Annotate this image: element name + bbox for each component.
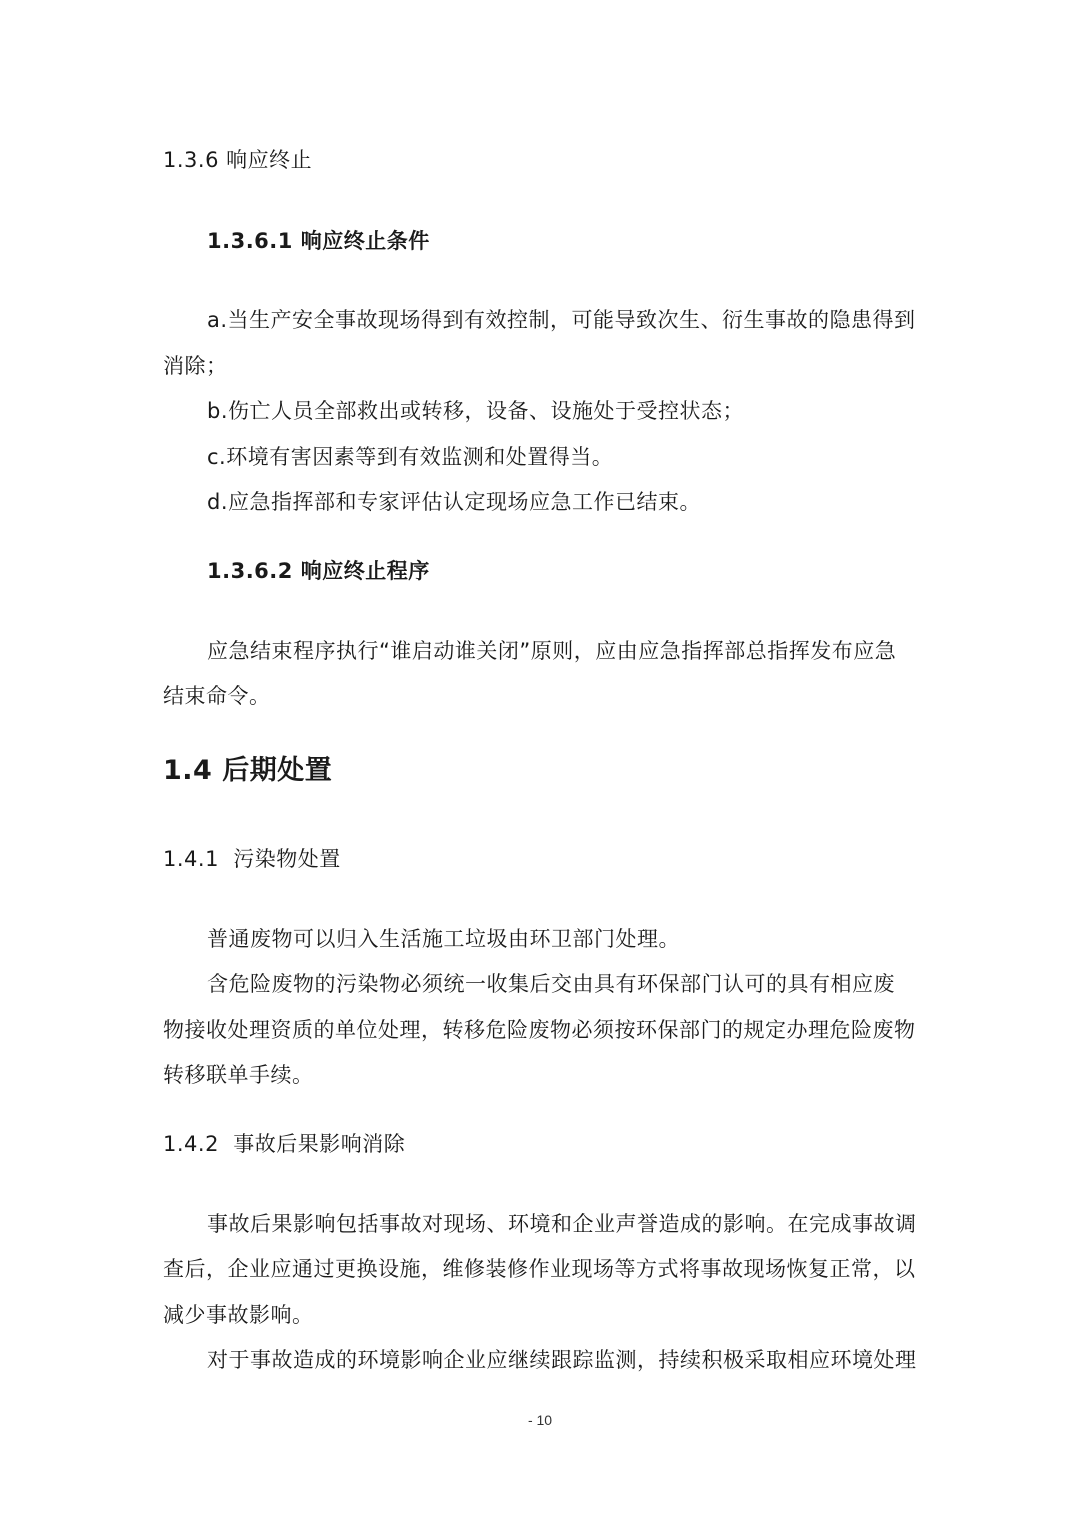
- condition-a-line-2: 消除；: [163, 354, 228, 378]
- condition-b: b.伤亡人员全部救出或转移，设备、设施处于受控状态；: [207, 399, 745, 423]
- section-heading-1-4-2: 1.4.2 事故后果影响消除: [163, 1132, 406, 1156]
- waste-para-2-line-2: 物接收处理资质的单位处理，转移危险废物必须按环保部门的规定办理危险废物: [163, 1018, 916, 1042]
- waste-para-1: 普通废物可以归入生活施工垃圾由环卫部门处理。: [207, 927, 680, 951]
- page-number: - 10: [527, 1412, 553, 1428]
- subsection-heading-1-3-6-1: 1.3.6.1 响应终止条件: [207, 229, 430, 253]
- waste-para-2-line-3: 转移联单手续。: [163, 1063, 314, 1087]
- subsection-heading-1-3-6-2: 1.3.6.2 响应终止程序: [207, 559, 430, 583]
- condition-c: c.环境有害因素等到有效监测和处置得当。: [207, 445, 614, 469]
- impact-para-1-line-1: 事故后果影响包括事故对现场、环境和企业声誉造成的影响。在完成事故调: [207, 1212, 917, 1236]
- termination-procedure-line-2: 结束命令。: [163, 684, 271, 708]
- condition-d: d.应急指挥部和专家评估认定现场应急工作已结束。: [207, 490, 702, 514]
- section-heading-1-4-1: 1.4.1 污染物处置: [163, 847, 341, 871]
- section-heading-1-4: 1.4 后期处置: [163, 755, 333, 786]
- impact-para-2-line-1: 对于事故造成的环境影响企业应继续跟踪监测，持续积极采取相应环境处理: [207, 1348, 917, 1372]
- condition-a-line-1: a.当生产安全事故现场得到有效控制，可能导致次生、衍生事故的隐患得到: [207, 308, 916, 332]
- section-heading-1-3-6: 1.3.6 响应终止: [163, 148, 313, 172]
- impact-para-1-line-2: 查后，企业应通过更换设施，维修装修作业现场等方式将事故现场恢复正常，以: [163, 1257, 916, 1281]
- waste-para-2-line-1: 含危险废物的污染物必须统一收集后交由具有环保部门认可的具有相应废: [207, 972, 895, 996]
- impact-para-1-line-3: 减少事故影响。: [163, 1303, 314, 1327]
- termination-procedure-line-1: 应急结束程序执行“谁启动谁关闭”原则，应由应急指挥部总指挥发布应急: [207, 639, 897, 663]
